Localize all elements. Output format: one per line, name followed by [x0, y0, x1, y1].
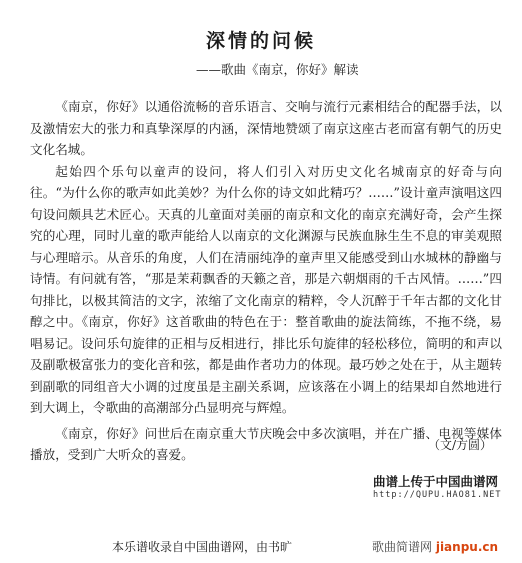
article-body [30, 96, 502, 466]
footer-site-link[interactable] [372, 538, 498, 555]
footer-source-text: 本乐谱收录自中国曲谱网，由书旷 [112, 540, 293, 554]
watermark-url: http://QUPU.HAO81.NET [373, 490, 502, 500]
author-credit: （文/方圆） [427, 438, 492, 452]
paragraph-analysis: 起始四个乐句以童声的设问，将人们引入对历史文化名城南京的好奇与向往。“为什么你的歌声如此美妙？为什么你的诗文如此精巧？……”设计童声演唱这四句设问颇具艺术匠心。天真的儿童面对美丽的南京和文化的南京充满好奇，会产生探究的心理，同时儿童的歌声能给人以南京的文化渊源与民族血脉生生不息的审美观照与心理暗示。从音乐的角度，人们在清丽纯净的童声里又能感受到山水城林的静幽与诗情。有问就有答，“那是茉莉飘香的天籁之音，那是六朝烟雨的千古风情。……”四句排比，以极其简洁的文字，浓缩了文化南京的精粹，令人沉醉于千年古都的文化甘醇之中。《南京，你好》这首歌曲的特色在于：整首歌曲的旋法简练，不拖不绕，易唱易记。设问乐句旋律的正相与反相进行，排比乐句旋律的轻松移位，简明的和声以及副歌极富张力的变化音和弦，都是曲作者功力的体现。最巧妙之处在于，从主题转到副歌的同组音大小调的过度虽是主副关系调，应该落在小调上的结果却自然地进行到大调上，令歌曲的高潮部分凸显明亮与辉煌。 [30, 163, 502, 415]
paragraph-reception: 《南京，你好》问世后在南京重大节庆晚会中多次演唱，并在广播、电视等媒体播放，受到广大听众的喜爱。 [30, 425, 502, 462]
watermark-upload-text: 曲谱上传于中国曲谱网 [373, 474, 499, 489]
site-url[interactable]: jianpu.cn [435, 540, 499, 554]
article-subtitle: ——歌曲《南京，你好》解读 [196, 62, 359, 77]
site-name: 歌曲简谱网 [372, 540, 436, 554]
paragraph-intro: 《南京，你好》以通俗流畅的音乐语言、交响与流行元素相结合的配器手法，以及激情宏大的张力和真挚深厚的内涵，深情地赞颂了南京这座古老而富有朝气的历史文化名城。 [30, 99, 502, 157]
article-title: 深情的问候 [205, 30, 316, 52]
